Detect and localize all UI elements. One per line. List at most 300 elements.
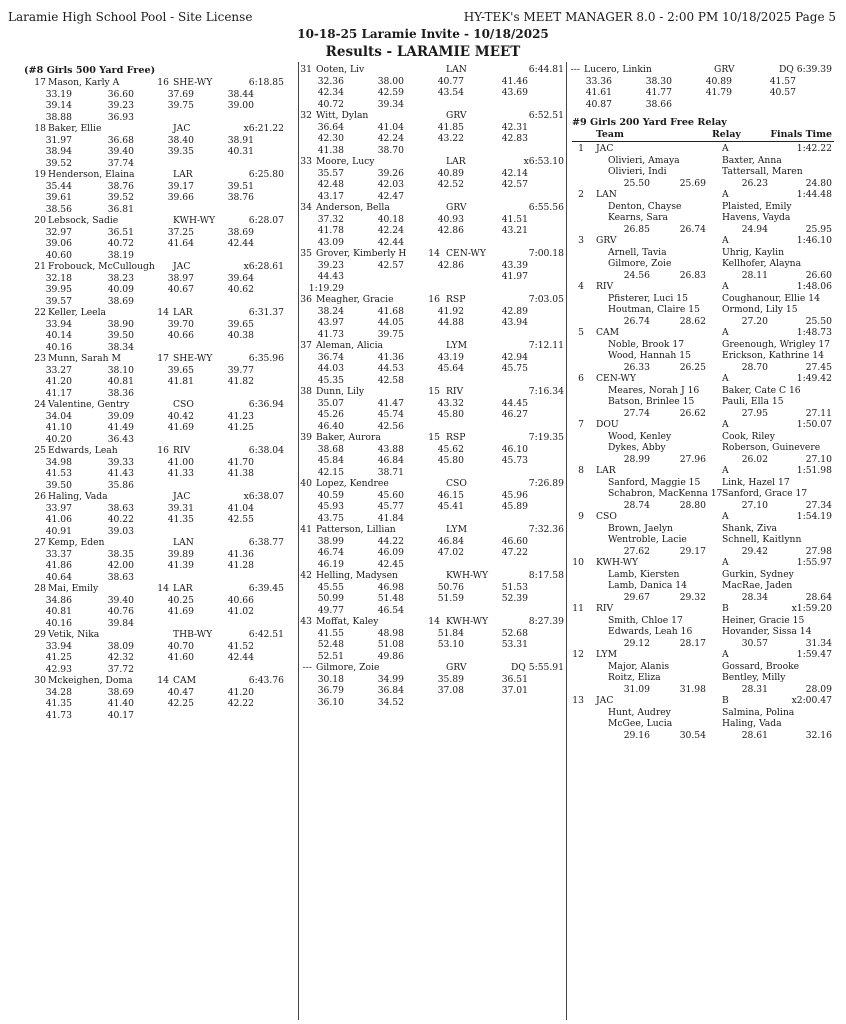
finals-time: 1:50.07 [796, 419, 832, 430]
split-row [24, 526, 286, 538]
split-time: 38.90 [107, 318, 134, 330]
split-time: 42.86 [437, 225, 464, 236]
split-time: 24.80 [805, 177, 832, 189]
split-time: 42.30 [317, 133, 344, 144]
swimmer-entry [300, 570, 566, 616]
team-code: LYM [446, 340, 467, 351]
split-time: 39.77 [227, 364, 254, 376]
swimmer-name: Haling, Vada [48, 491, 108, 502]
relay-entry [572, 649, 834, 695]
place: 11 [572, 603, 584, 614]
split-time: 41.38 [317, 144, 344, 156]
split-time: 37.69 [167, 88, 194, 100]
split-time: 41.60 [167, 652, 194, 663]
split-row [572, 76, 834, 88]
split-row [304, 536, 566, 548]
place: 18 [34, 123, 46, 134]
team-code: LAR [173, 583, 193, 594]
split-time: 40.72 [107, 238, 134, 249]
relay-members-row [572, 304, 834, 316]
split-time: 43.54 [437, 87, 464, 98]
split-time: 27.74 [623, 407, 650, 419]
split-time: 42.94 [501, 351, 528, 363]
split-time: 41.46 [501, 75, 528, 87]
split-time: 44.43 [317, 271, 344, 282]
team-code: LYM [446, 524, 467, 535]
swimmer-row [24, 445, 286, 457]
relay-member: Smith, Chloe 17 [608, 614, 683, 626]
split-time: 35.57 [317, 167, 344, 179]
split-time: 42.22 [227, 698, 254, 709]
split-time: 42.31 [501, 121, 528, 133]
split-time: 45.26 [317, 409, 344, 420]
split-time: 40.89 [437, 167, 464, 179]
split-time: 40.76 [107, 606, 134, 617]
relay-member: Schnell, Kaitlynn [722, 534, 802, 545]
relay-members-row [572, 488, 834, 500]
swimmer-name: Frobouck, McCullough [48, 261, 155, 272]
relay-list [572, 143, 834, 741]
swimmer-entry [300, 386, 566, 432]
split-time: 37.74 [107, 157, 134, 169]
team-code: GRV [446, 202, 467, 213]
swimmer-entry [24, 353, 286, 399]
split-row [304, 639, 566, 651]
age: 14 [157, 583, 169, 594]
split-row [572, 224, 834, 236]
split-time: 45.84 [317, 455, 344, 466]
split-time: 40.17 [107, 709, 134, 721]
split-time: 40.31 [227, 146, 254, 157]
split-time: 41.82 [227, 376, 254, 387]
split-time: 27.34 [805, 499, 832, 511]
split-time: 41.47 [377, 397, 404, 409]
split-time: 38.36 [107, 387, 134, 399]
relay-member: Link, Hazel 17 [722, 476, 790, 488]
swimmer-name: Mason, Karly A [48, 77, 120, 88]
place: 1 [578, 143, 584, 154]
split-time: 38.35 [107, 548, 134, 560]
swimmer-name: Lebsock, Sadie [48, 215, 119, 226]
split-time: 29.67 [623, 591, 650, 603]
finals-time: 1:54.19 [796, 511, 832, 522]
swimmer-name: Helling, Madysen [316, 570, 398, 581]
split-time: 39.33 [107, 456, 134, 468]
split-time: 32.16 [805, 729, 832, 741]
split-row [24, 388, 286, 400]
split-time: 45.80 [437, 409, 464, 420]
split-time: 38.71 [377, 466, 404, 478]
swimmer-name: Aleman, Alicia [316, 340, 384, 351]
split-time: 41.06 [45, 514, 72, 525]
split-row [24, 112, 286, 124]
split-time: 24.56 [623, 269, 650, 281]
split-time: 36.79 [317, 685, 344, 696]
split-time: 39.35 [167, 146, 194, 157]
swimmer-name: Baker, Ellie [48, 123, 102, 134]
place: 10 [572, 557, 584, 568]
split-time: 41.35 [45, 698, 72, 709]
split-time: 46.10 [501, 443, 528, 455]
swimmer-name: Meagher, Gracie [316, 294, 394, 305]
swimmer-entry [300, 294, 566, 340]
swimmer-row [24, 215, 286, 227]
split-row [304, 99, 566, 111]
team-code: LAR [173, 169, 193, 180]
finals-time: DQ 5:55.91 [510, 662, 564, 673]
split-time: 49.86 [377, 650, 404, 662]
swimmer-name: Edwards, Leah [48, 445, 118, 456]
split-time: 41.61 [585, 87, 612, 98]
team-code: RIV [446, 386, 464, 397]
place: 35 [300, 248, 312, 259]
swimmer-list [24, 77, 286, 721]
split-row [24, 503, 286, 515]
team-code: DOU [596, 419, 619, 430]
age: 16 [428, 294, 440, 305]
split-time: 38.10 [107, 364, 134, 376]
split-row [24, 422, 286, 434]
swimmer-entry [24, 629, 286, 675]
relay-member: Roberson, Guinevere [722, 442, 821, 453]
split-time: 26.74 [623, 315, 650, 327]
team-code: SHE-WY [173, 77, 213, 88]
split-row [304, 145, 566, 157]
results-column-1 [24, 64, 286, 721]
split-time: 27.45 [805, 361, 832, 373]
place: 25 [34, 445, 46, 456]
split-time: 44.22 [377, 535, 404, 547]
swimmer-name: Mai, Emily [48, 583, 99, 594]
split-time: 27.10 [805, 453, 832, 465]
place: 41 [300, 524, 312, 535]
split-time: 45.80 [437, 455, 464, 466]
place: 23 [34, 353, 46, 364]
swimmer-entry [300, 202, 566, 248]
split-time: 41.17 [45, 387, 72, 399]
split-time: 31.97 [45, 134, 72, 146]
split-time: 53.10 [437, 639, 464, 650]
split-time: 50.76 [437, 581, 464, 593]
relay-members-row [572, 247, 834, 259]
finals-time: 6:36.94 [248, 399, 284, 410]
team-code: RSP [446, 432, 466, 443]
swimmer-entry [300, 110, 566, 156]
split-time: 31.34 [805, 637, 832, 649]
split-time: 35.07 [317, 397, 344, 409]
split-time: 42.25 [167, 698, 194, 709]
split-row [24, 192, 286, 204]
split-time: 30.57 [741, 637, 768, 649]
split-time: 33.94 [45, 640, 72, 652]
relay-members-row [572, 580, 834, 592]
relay-member: Sanford, Grace 17 [722, 488, 808, 499]
relay-member: Bentley, Milly [722, 672, 786, 683]
split-row [304, 179, 566, 191]
split-row [304, 214, 566, 226]
swimmer-row [300, 64, 566, 76]
split-time: 40.77 [437, 75, 464, 87]
relay-column-header: Relay [712, 129, 741, 140]
swimmer-name: Dunn, Lily [316, 386, 365, 397]
split-time: 34.86 [45, 594, 72, 606]
finals-time: 1:51.98 [796, 465, 832, 476]
relay-row [572, 465, 834, 477]
split-time: 39.84 [107, 617, 134, 629]
split-row [304, 317, 566, 329]
relay-entry [572, 281, 834, 327]
finals-time: 6:28.07 [248, 215, 284, 226]
place: 39 [300, 432, 312, 443]
split-time: 38.70 [377, 144, 404, 156]
relay-member: Gilmore, Zoie [608, 258, 672, 269]
split-time: 26.60 [805, 269, 832, 281]
split-time: 29.16 [623, 729, 650, 741]
finals-time: 7:03.05 [528, 294, 564, 305]
finals-time: 6:18.85 [248, 77, 284, 88]
split-time: 45.75 [501, 363, 528, 374]
split-time: 41.81 [167, 376, 194, 387]
split-row [572, 87, 834, 99]
relay-member: Plaisted, Emily [722, 200, 792, 212]
split-time: 41.04 [227, 502, 254, 514]
swimmer-name: Kemp, Eden [48, 537, 105, 548]
relay-letter: B [722, 695, 729, 706]
swimmer-name: Lucero, Linkin [584, 64, 652, 75]
relay-members-row [572, 350, 834, 362]
team-code: LAN [173, 537, 194, 548]
split-time: 40.47 [167, 686, 194, 698]
split-row [572, 638, 834, 650]
relay-members-row [572, 534, 834, 546]
relay-row [572, 557, 834, 569]
swimmer-entry [24, 261, 286, 307]
split-time: 44.45 [501, 397, 528, 409]
finals-time: 6:55.56 [528, 202, 564, 213]
split-row [24, 273, 286, 285]
split-row [572, 546, 834, 558]
swimmer-entry [24, 537, 286, 583]
split-time: 46.60 [501, 535, 528, 547]
swimmer-row [572, 64, 834, 76]
swimmer-entry [300, 340, 566, 386]
finals-time: 1:48.73 [796, 327, 832, 338]
split-row [304, 225, 566, 237]
split-time: 39.03 [107, 525, 134, 537]
split-time: 51.08 [377, 639, 404, 650]
swimmer-entry [300, 248, 566, 294]
split-row [24, 457, 286, 469]
split-row [24, 687, 286, 699]
swimmer-entry [24, 675, 286, 721]
split-time: 39.26 [377, 167, 404, 179]
swimmer-row [300, 524, 566, 536]
swimmer-entry [300, 64, 566, 110]
split-time: 41.64 [167, 238, 194, 249]
split-time: 38.99 [317, 535, 344, 547]
finals-time: 7:19.35 [528, 432, 564, 443]
swimmer-name: Mckeighen, Doma [48, 675, 133, 686]
relay-entry [572, 189, 834, 235]
place: 36 [300, 294, 312, 305]
split-time: 40.16 [45, 341, 72, 353]
split-time: 28.09 [805, 683, 832, 695]
split-time: 36.64 [317, 121, 344, 133]
place: 20 [34, 215, 46, 226]
split-time: 36.51 [107, 226, 134, 238]
swimmer-entry [300, 478, 566, 524]
team-code: JAC [173, 261, 191, 272]
finals-time: x2:00.47 [791, 695, 832, 706]
team-code: LAN [446, 64, 467, 75]
relay-member: Major, Alanis [608, 660, 670, 672]
split-time: 45.62 [437, 443, 464, 455]
swimmer-entry [24, 445, 286, 491]
relay-member: Shank, Ziva [722, 522, 778, 534]
split-time: 41.51 [501, 213, 528, 225]
split-time: 38.00 [377, 75, 404, 87]
split-row [24, 319, 286, 331]
split-time: 41.10 [45, 422, 72, 433]
split-time: 34.28 [45, 686, 72, 698]
swimmer-name: Anderson, Bella [316, 202, 390, 213]
finals-time: 1:49.42 [796, 373, 832, 384]
swimmer-row [300, 340, 566, 352]
column-divider [566, 62, 567, 1020]
split-time: 41.04 [377, 121, 404, 133]
split-row [24, 434, 286, 446]
split-time: 38.88 [45, 111, 72, 123]
split-time: 38.66 [645, 98, 672, 110]
swimmer-entry [24, 399, 286, 445]
split-time: 38.63 [107, 571, 134, 583]
split-time: 28.74 [623, 499, 650, 511]
split-time: 37.01 [501, 685, 528, 696]
swimmer-name: Baker, Aurora [316, 432, 381, 443]
split-time: 43.17 [317, 190, 344, 202]
relay-letter: A [722, 511, 729, 522]
relay-member: McGee, Lucia [608, 718, 673, 729]
team-code: RSP [446, 294, 466, 305]
split-row [572, 270, 834, 282]
split-time: 43.19 [437, 351, 464, 363]
split-time: 28.11 [741, 269, 768, 281]
finals-time: x6:28.61 [243, 261, 284, 272]
results-column-3 [572, 64, 834, 741]
relay-member: Pfisterer, Luci 15 [608, 292, 688, 304]
relay-row [572, 189, 834, 201]
split-row [304, 605, 566, 617]
team-code: CSO [596, 511, 617, 522]
swimmer-row [300, 478, 566, 490]
team-code: LYM [596, 649, 617, 660]
relay-member: Olivieri, Indi [608, 166, 667, 177]
meet-title: 10-18-25 Laramie Invite - 10/18/2025 [297, 27, 549, 41]
swimmer-name: Vetik, Nika [48, 629, 100, 640]
relay-member: Dykes, Abby [608, 442, 666, 453]
finals-time: x1:59.20 [791, 603, 832, 614]
split-time: 43.75 [317, 512, 344, 524]
team-column-header: Team [596, 129, 624, 140]
split-time: 36.43 [107, 433, 134, 445]
split-time: 25.50 [623, 177, 650, 189]
swimmer-row [304, 662, 566, 674]
split-time: 52.39 [501, 593, 528, 604]
finals-time: 1:46.10 [796, 235, 832, 246]
split-time: 41.20 [45, 376, 72, 387]
split-time: 38.44 [227, 88, 254, 100]
split-time: 40.62 [227, 284, 254, 295]
swimmer-row [24, 491, 286, 503]
swimmer-row [24, 123, 286, 135]
swimmer-row [300, 570, 566, 582]
swimmer-entry [304, 662, 566, 708]
split-time: 42.00 [107, 560, 134, 571]
split-time: 28.64 [805, 591, 832, 603]
finals-time: 7:32.36 [528, 524, 564, 535]
split-time: 39.52 [107, 192, 134, 203]
relay-members-row [572, 661, 834, 673]
split-time: 38.76 [107, 180, 134, 192]
relay-letter: A [722, 557, 729, 568]
split-time: 43.69 [501, 87, 528, 98]
split-row [24, 146, 286, 158]
finals-time: 1:44.48 [796, 189, 832, 200]
place: 12 [572, 649, 584, 660]
split-time: 42.56 [377, 420, 404, 432]
relay-member: Wood, Hannah 15 [608, 350, 691, 361]
split-row [24, 296, 286, 308]
split-time: 42.14 [501, 167, 528, 179]
split-time: 39.51 [227, 180, 254, 192]
split-row [572, 454, 834, 466]
place: 38 [300, 386, 312, 397]
relay-column-headers [572, 129, 834, 142]
place: --- [302, 662, 312, 673]
split-time: 28.70 [741, 361, 768, 373]
swimmer-entry [24, 583, 286, 629]
split-row [304, 651, 566, 663]
age: 15 [428, 386, 440, 397]
team-code: LAN [596, 189, 617, 200]
split-row [24, 100, 286, 112]
split-time: 28.62 [679, 315, 706, 327]
split-time: 42.57 [501, 179, 528, 190]
split-time: 39.23 [107, 100, 134, 111]
team-code: THB-WY [173, 629, 213, 640]
split-time: 32.18 [45, 272, 72, 284]
relay-member: Schabron, MacKenna 17 [608, 488, 723, 499]
split-time: 41.55 [317, 627, 344, 639]
split-time: 33.36 [585, 75, 612, 87]
split-time: 42.32 [107, 652, 134, 663]
split-time: 52.68 [501, 627, 528, 639]
split-time: 35.89 [437, 673, 464, 685]
relay-letter: A [722, 281, 729, 292]
finals-time: x6:38.07 [243, 491, 284, 502]
relay-row [572, 327, 834, 339]
swimmer-row [24, 629, 286, 641]
finals-time: x6:21.22 [243, 123, 284, 134]
finals-time: 6:25.80 [248, 169, 284, 180]
team-code: CSO [446, 478, 467, 489]
relay-letter: A [722, 419, 729, 430]
team-code: GRV [596, 235, 617, 246]
split-row [304, 375, 566, 387]
split-row [304, 191, 566, 203]
relay-member: Wood, Kenley [608, 430, 672, 442]
swimmer-name: Keller, Leela [48, 307, 106, 318]
